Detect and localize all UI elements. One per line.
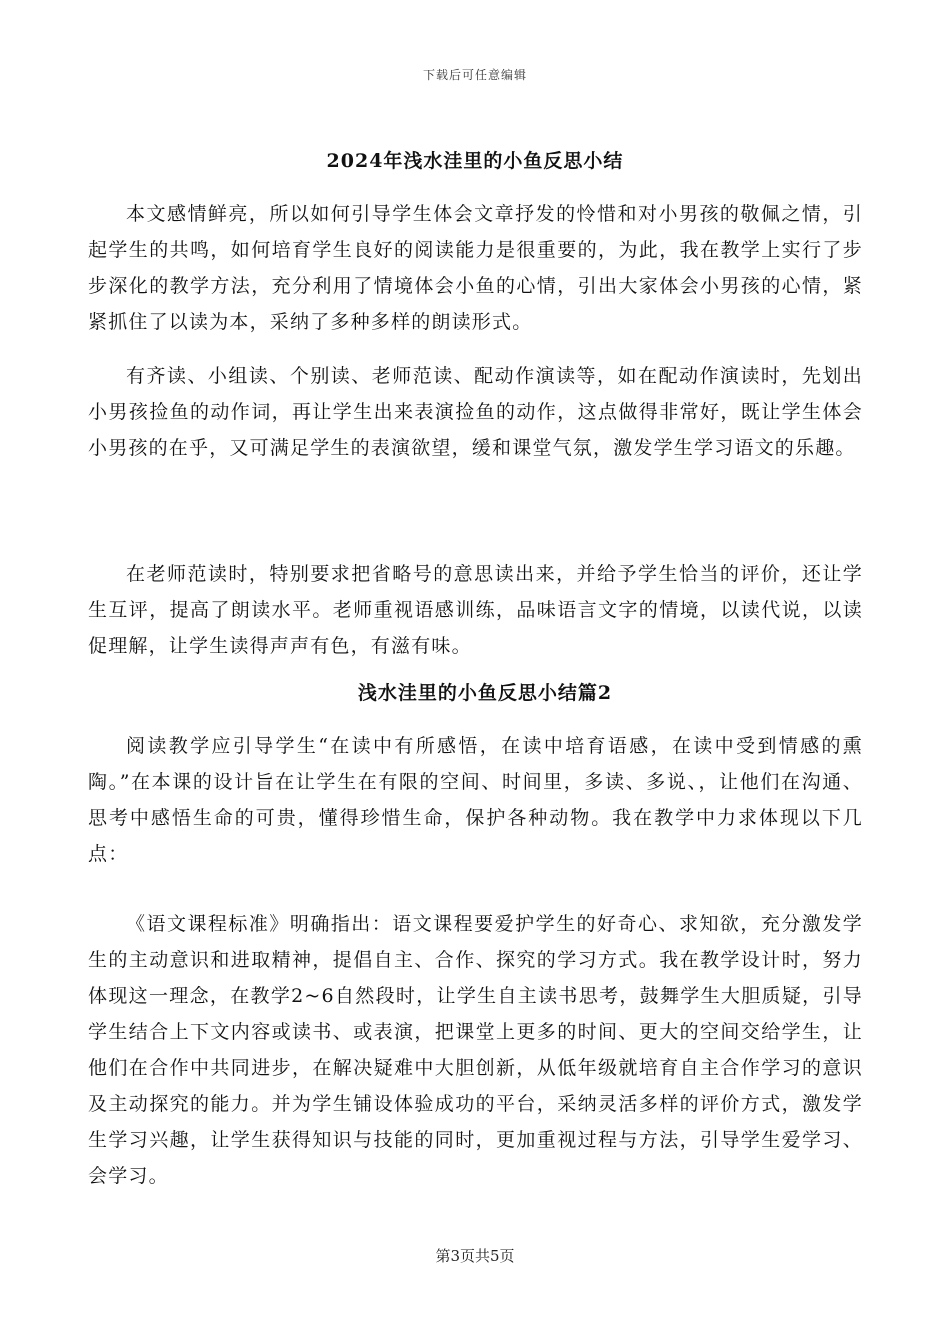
page-number: 第3页共5页 bbox=[435, 1247, 515, 1265]
header-note: 下载后可任意编辑 bbox=[422, 68, 527, 82]
section-title: 浅水洼里的小鱼反思小结篇2 bbox=[357, 682, 613, 704]
paragraph: 在老师范读时，特别要求把省略号的意思读出来，并给予学生恰当的评价，还让学生互评，提高了朗读水平。老师重视语感训练，品味语言文字的情境，以读代说，以读促理解，让学生读得声声有色，有滋有味。 bbox=[88, 563, 863, 657]
paragraph: 《语文课程标准》明确指出：语文课程要爱护学生的好奇心、求知欲，充分激发学生的主动意识和进取精神，提倡自主、合作、探究的学习方式。我在教学设计时，努力体现这一理念，在教学2~6自然段时，让学生自主读书思考，鼓舞学生大胆质疑，引导学生结合上下文内容或读书、或表演，把课堂上更多的时间、更大的空间交给学生，让他们在合作中共同进步，在解决疑难中大胆创新，从低年级就培育自主合作学习的意识及主动探究的能力。并为学生铺设体验成功的平台，采纳灵活多样的评价方式，激发学生学习兴趣，让学生获得知识与技能的同时，更加重视过程与方法，引导学生爱学习、会学习。 bbox=[88, 913, 863, 1187]
section-title: 2024年浅水洼里的小鱼反思小结 bbox=[326, 150, 624, 172]
paragraph: 阅读教学应引导学生“在读中有所感悟，在读中培育语感，在读中受到情感的熏陶。”在本课的设计旨在让学生在有限的空间、时间里，多读、多说、，让他们在沟通、思考中感悟生命的可贵，懂得珍惜生命，保护各种动物。我在教学中力求体现以下几点： bbox=[88, 735, 863, 865]
paragraph: 本文感情鲜亮，所以如何引导学生体会文章抒发的怜惜和对小男孩的敬佩之情，引起学生的共鸣，如何培育学生良好的阅读能力是很重要的，为此，我在教学上实行了步步深化的教学方法，充分利用了情境体会小鱼的心情，引出大家体会小男孩的心情，紧紧抓住了以读为本，采纳了多种多样的朗读形式。 bbox=[88, 203, 863, 333]
paragraph: 有齐读、小组读、个别读、老师范读、配动作演读等，如在配动作演读时，先划出小男孩捡鱼的动作词，再让学生出来表演捡鱼的动作，这点做得非常好，既让学生体会小男孩的在乎，又可满足学生的表演欲望，缓和课堂气氛，激发学生学习语文的乐趣。 bbox=[88, 365, 863, 459]
